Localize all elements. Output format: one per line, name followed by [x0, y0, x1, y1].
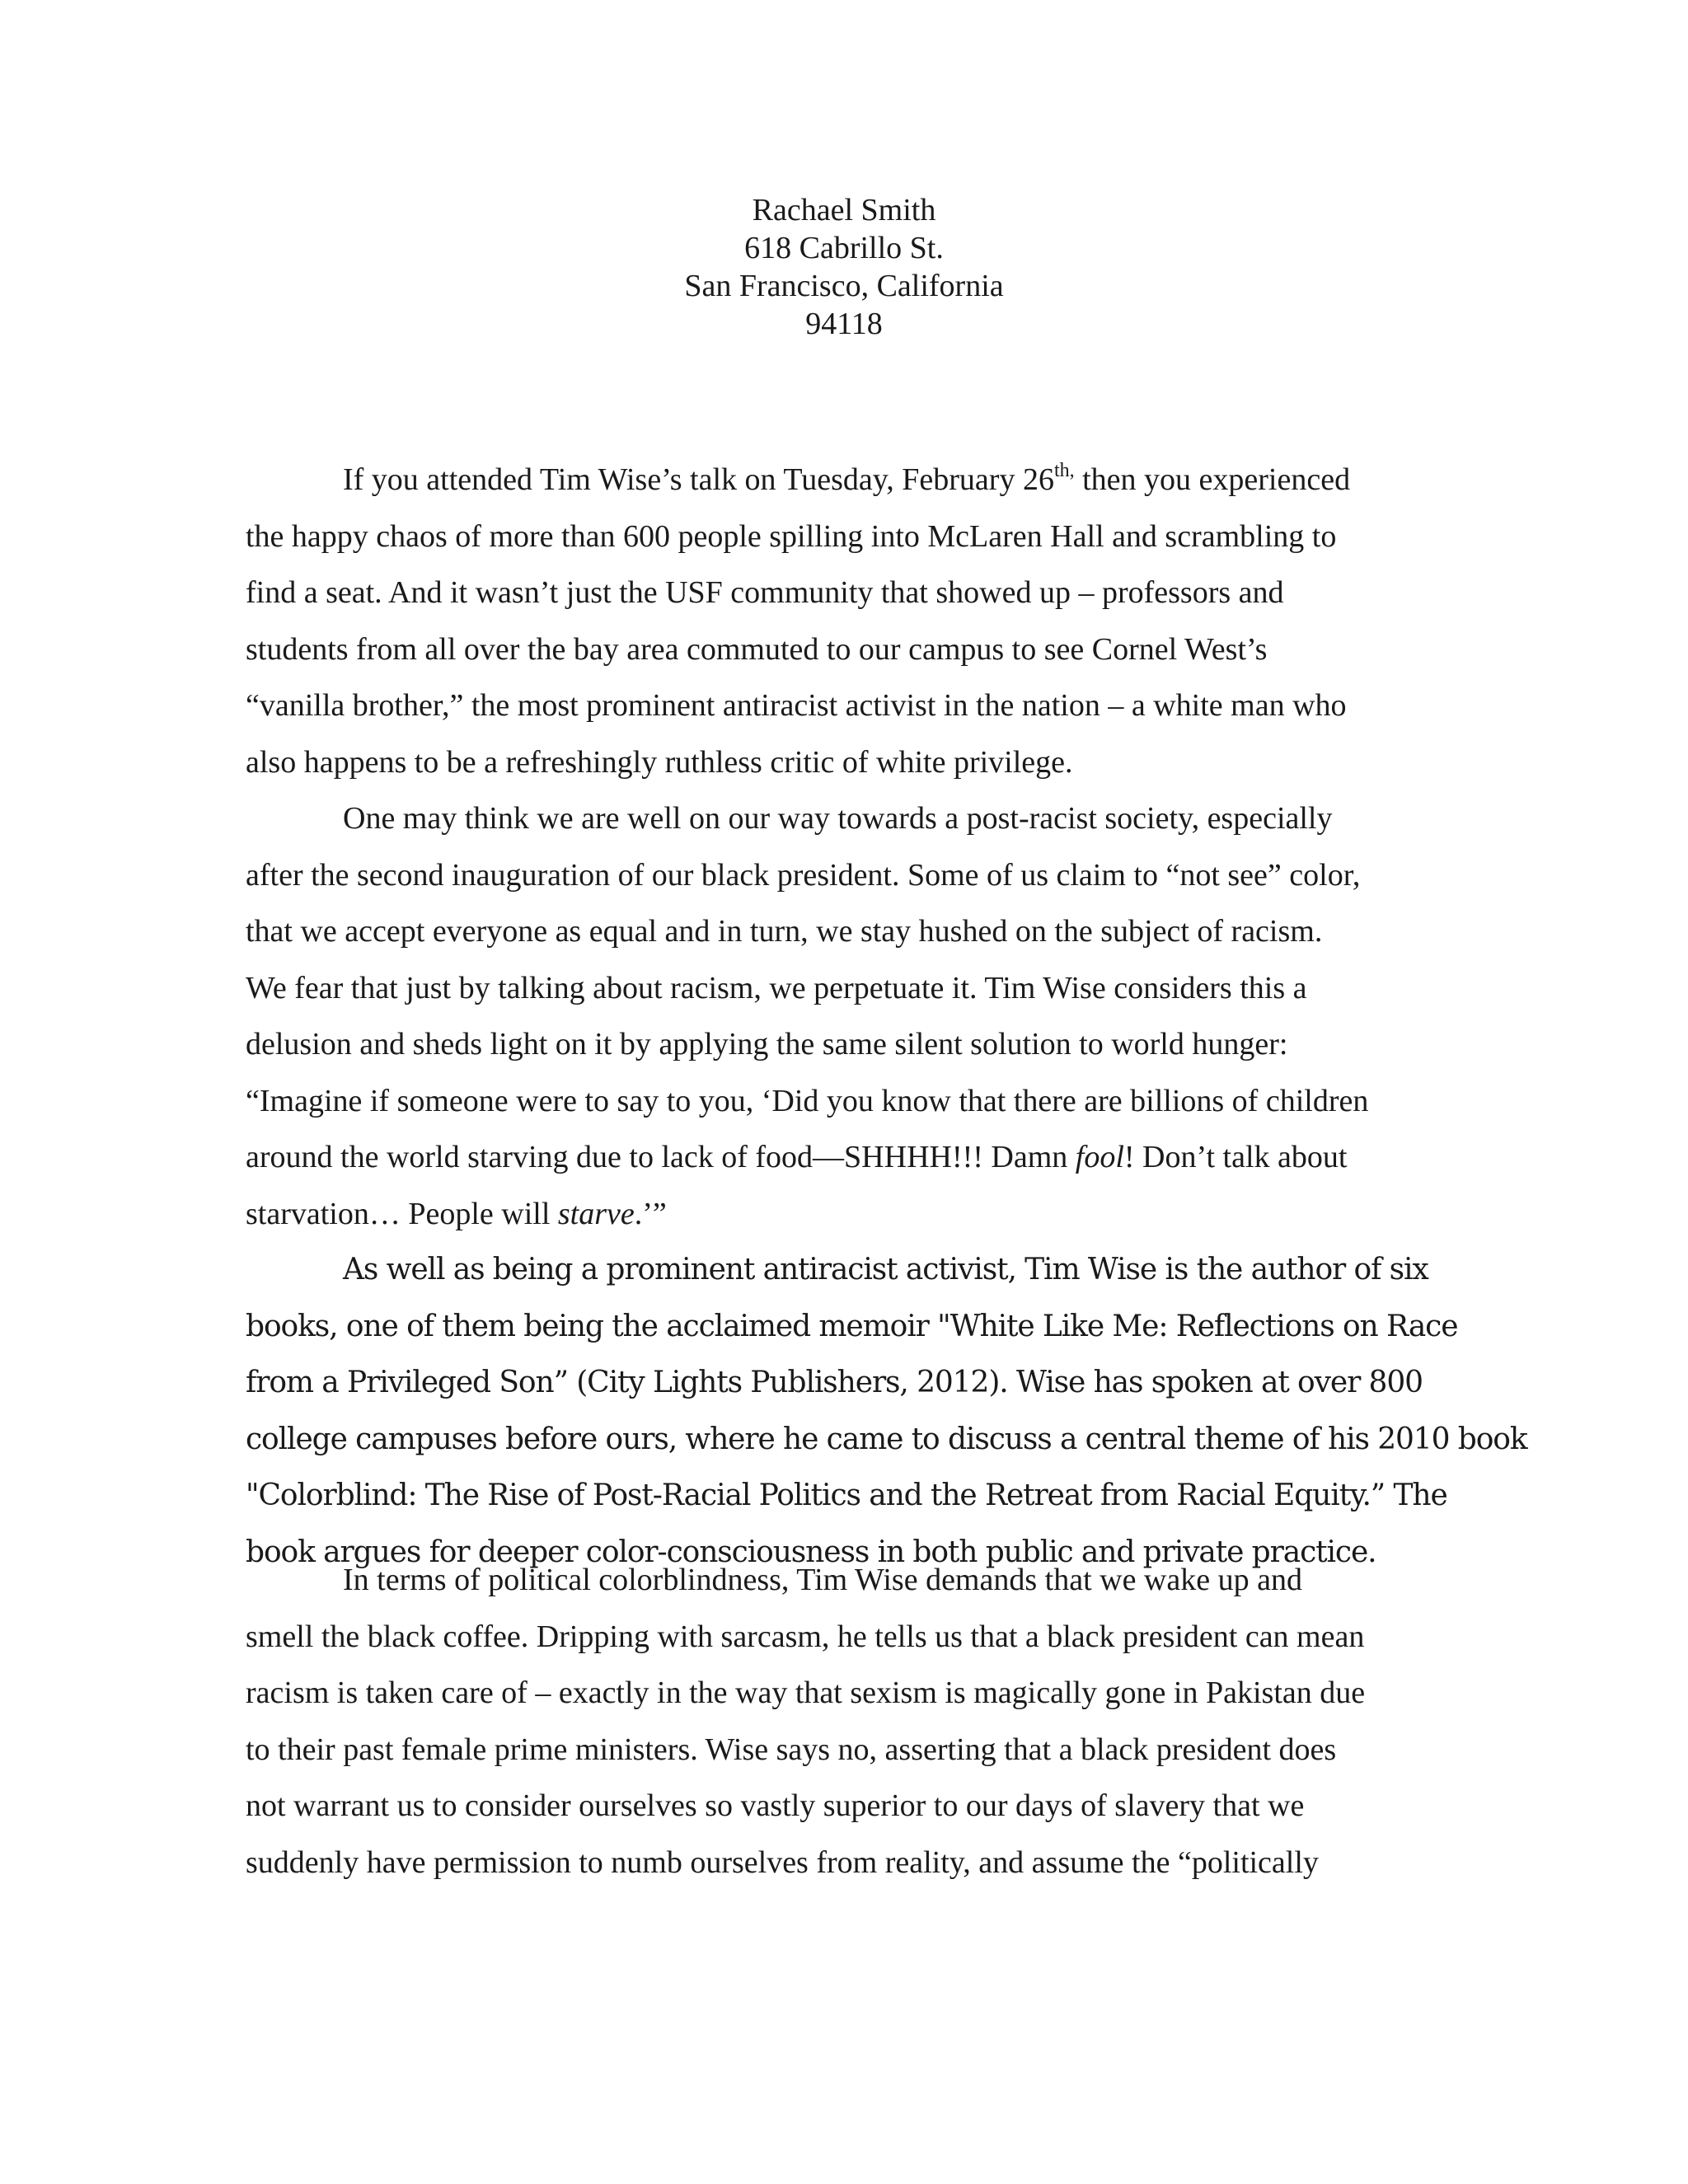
paragraph-2 — [246, 790, 1432, 1242]
paragraph-line: "Colorblind: The Rise of Post-Racial Politics and the Retreat from Racial Equity.” The — [246, 1479, 1447, 1512]
paragraph-line: racism is taken care of – exactly in the way that sexism is magically gone in Pakistan due — [246, 1675, 1366, 1710]
paragraph-line: If you attended Tim Wise’s talk on Tuesday, February $26^{th,}$ then you experienced — [343, 460, 1351, 497]
paragraph-line: after the second inauguration of our black president. Some of us claim to “not see” color, — [246, 857, 1361, 893]
paragraph-line: not warrant us to consider ourselves so vastly superior to our days of slavery that we — [246, 1788, 1305, 1823]
paragraph-3 — [246, 1242, 1527, 1581]
paragraph-line: from a Privileged Son” (City Lights Publishers, 2012). Wise has spoken at over 800 — [246, 1366, 1423, 1399]
paragraph-line: around the world starving due to lack of food—SHHHH!!! Damn fool! Don’t talk about — [246, 1140, 1348, 1174]
paragraph-line: books, one of them being the acclaimed memoir "White Like Me: Reflections on Race — [246, 1309, 1458, 1343]
paragraph-line: We fear that just by talking about racism, we perpetuate it. Tim Wise considers this a — [246, 970, 1307, 1005]
paragraph-line: “vanilla brother,” the most prominent antiracist activist in the nation – a white man who — [246, 688, 1347, 723]
street-address: 618 Cabrillo St. — [744, 231, 944, 265]
paragraph-line: starvation… People will starve.’” — [246, 1196, 667, 1231]
zip-code: 94118 — [805, 307, 883, 341]
paragraph-line: One may think we are well on our way towards a post-racist society, especially — [343, 801, 1333, 836]
paragraph-line: smell the black coffee. Dripping with sarcasm, he tells us that a black president can mean — [246, 1619, 1365, 1654]
paragraph-line: As well as being a prominent antiracist activist, Tim Wise is the author of six — [343, 1253, 1428, 1286]
paragraph-4 — [246, 1552, 1432, 1891]
paragraph-line: that we accept everyone as equal and in turn, we stay hushed on the subject of racism. — [246, 914, 1323, 949]
author-name: Rachael Smith — [752, 193, 936, 227]
paragraph-line: also happens to be a refreshingly ruthless critic of white privilege. — [246, 744, 1073, 780]
paragraph-line: book argues for deeper color-consciousness in both public and private practice. — [246, 1535, 1376, 1569]
paragraph-line: find a seat. And it wasn’t just the USF community that showed up – professors and — [246, 575, 1284, 610]
paragraph-line: to their past female prime ministers. Wise says no, asserting that a black president does — [246, 1732, 1337, 1767]
paragraph-line: In terms of political colorblindness, Tim Wise demands that we wake up and — [343, 1563, 1302, 1597]
paragraph-1 — [246, 452, 1432, 790]
ordinal-suffix: th, — [1053, 460, 1075, 482]
emphasis-starve: starve — [557, 1196, 635, 1231]
paragraph-line: college campuses before ours, where he came to discuss a central theme of his 2010 book — [246, 1422, 1527, 1456]
paragraph-line: the happy chaos of more than 600 people spilling into McLaren Hall and scrambling to — [246, 518, 1337, 554]
emphasis-fool: fool — [1075, 1140, 1124, 1174]
paragraph-line: “Imagine if someone were to say to you, ‘Did you know that there are billions of children — [246, 1083, 1369, 1118]
paragraph-line: students from all over the bay area commuted to our campus to see Cornel West’s — [246, 631, 1268, 667]
city-state: San Francisco, California — [684, 269, 1004, 303]
paragraph-line: suddenly have permission to numb ourselves from reality, and assume the “politically — [246, 1844, 1319, 1880]
paragraph-line: delusion and sheds light on it by applying the same silent solution to world hunger: — [246, 1027, 1288, 1062]
address-block — [0, 191, 1688, 343]
